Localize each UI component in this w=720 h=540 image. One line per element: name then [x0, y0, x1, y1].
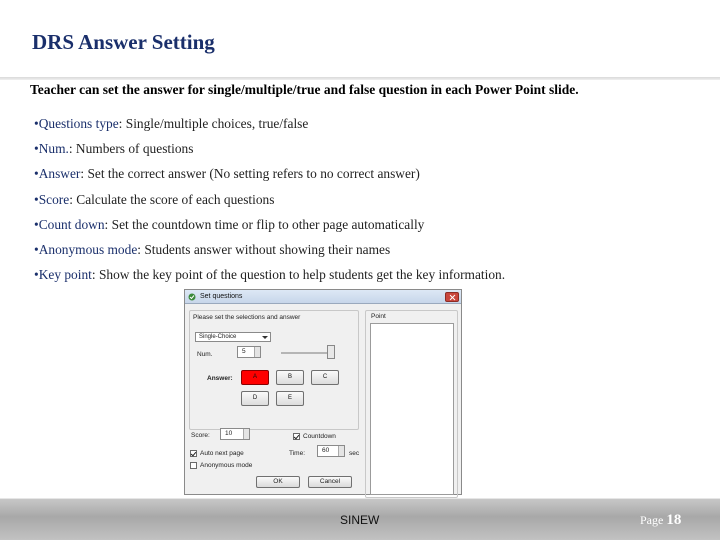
answer-button-d[interactable]: D — [241, 391, 269, 406]
bullet-term: Count down — [38, 216, 105, 232]
bullet-icon: • — [34, 267, 39, 283]
ok-button[interactable]: OK — [256, 476, 300, 488]
score-label-text: Score — [191, 432, 208, 439]
bullet-term: Key point — [38, 267, 92, 283]
cancel-button[interactable]: Cancel — [308, 476, 352, 488]
page-prefix: Page — [640, 513, 664, 527]
dialog-titlebar[interactable] — [185, 290, 461, 304]
score-value: 10 — [225, 430, 233, 437]
bullet-text: Show the key point of the question to help students get the key information. — [98, 267, 506, 283]
bullet-icon: • — [34, 191, 39, 207]
bullet-icon: • — [34, 241, 39, 257]
bullet-term: Num. — [38, 141, 69, 157]
time-label-text: Time — [289, 450, 304, 457]
list-item — [34, 217, 674, 242]
spin-arrows-icon[interactable] — [338, 446, 344, 456]
bullet-separator: : — [91, 267, 99, 283]
num-label: Num. — [197, 351, 213, 358]
list-item — [34, 116, 674, 141]
anonymous-checkbox[interactable] — [190, 462, 197, 469]
point-textarea[interactable] — [370, 323, 454, 495]
bullet-icon: • — [34, 116, 39, 131]
bullet-separator: : — [104, 216, 112, 232]
score-label: Score: — [191, 432, 210, 439]
spin-arrows-icon[interactable] — [243, 429, 249, 439]
bullet-text: Set the correct answer (No setting refers to no correct answer) — [87, 166, 420, 182]
header-divider — [0, 77, 720, 80]
answer-button-b[interactable]: B — [276, 370, 304, 385]
footer-company: SINEW — [340, 513, 380, 527]
question-type-select[interactable] — [195, 332, 271, 342]
bullet-term: Questions type — [38, 116, 119, 131]
dialog-title: Set questions — [200, 293, 243, 300]
bullet-text: Set the countdown time or flip to other page automatically — [111, 216, 425, 232]
num-value: 5 — [242, 348, 246, 355]
bullet-separator: : — [69, 191, 77, 207]
anonymous-label: Anonymous mode — [200, 462, 253, 469]
bullet-icon: • — [34, 216, 39, 232]
bullet-text: Single/multiple choices, true/false — [125, 116, 309, 131]
intro-text: Teacher can set the answer for single/multiple/true and false question in each Power Point slide. — [30, 82, 579, 97]
sec-label: sec — [349, 450, 360, 457]
bullet-text: Numbers of questions — [75, 141, 194, 157]
slide-header — [0, 0, 720, 78]
num-slider-handle[interactable] — [327, 345, 335, 359]
slide-footer — [0, 498, 720, 540]
answer-button-e[interactable]: E — [276, 391, 304, 406]
bullet-separator: : — [118, 116, 126, 131]
list-item — [34, 166, 674, 191]
auto-next-checkbox[interactable] — [190, 450, 197, 457]
time-label: Time: — [289, 450, 306, 457]
chevron-down-icon — [262, 336, 268, 339]
list-item — [34, 242, 674, 267]
slide-title: DRS Answer Setting — [32, 30, 215, 54]
bullet-icon: • — [34, 166, 39, 182]
spin-arrows-icon[interactable] — [254, 347, 260, 357]
bullet-separator: : — [137, 241, 145, 257]
page-number — [640, 512, 681, 529]
answer-label-text: Answer — [207, 375, 231, 382]
num-stepper[interactable] — [237, 346, 261, 358]
bullet-term: Anonymous mode — [38, 241, 138, 257]
page-number-value: 18 — [666, 512, 682, 528]
list-item — [34, 141, 674, 166]
point-label: Point — [371, 313, 386, 320]
answer-button-a[interactable]: A — [241, 370, 269, 385]
point-group — [365, 310, 458, 498]
answer-label: Answer: — [207, 375, 233, 382]
list-item — [34, 192, 674, 217]
countdown-label: Countdown — [303, 433, 336, 440]
score-stepper[interactable] — [220, 428, 250, 440]
countdown-checkbox[interactable] — [293, 433, 300, 440]
bullet-separator: : — [68, 141, 76, 157]
num-slider-track[interactable] — [281, 352, 333, 354]
bullet-text: Calculate the score of each questions — [76, 191, 275, 207]
bullet-term: Score — [38, 191, 70, 207]
bullet-text: Students answer without showing their names — [144, 241, 391, 257]
auto-next-label: Auto next page — [200, 450, 244, 457]
bullet-separator: : — [80, 166, 88, 182]
bullet-term: Answer — [38, 166, 81, 182]
app-icon — [188, 293, 196, 301]
set-questions-dialog — [184, 289, 462, 495]
answer-button-c[interactable]: C — [311, 370, 339, 385]
bullet-icon: • — [34, 141, 39, 157]
feature-list — [34, 116, 674, 292]
close-icon[interactable] — [445, 292, 459, 302]
time-value: 60 — [322, 447, 330, 454]
group-label: Please set the selections and answer — [193, 314, 301, 321]
footer-highlight — [0, 498, 720, 499]
time-stepper[interactable] — [317, 445, 345, 457]
question-type-value: Single-Choice — [199, 334, 237, 340]
